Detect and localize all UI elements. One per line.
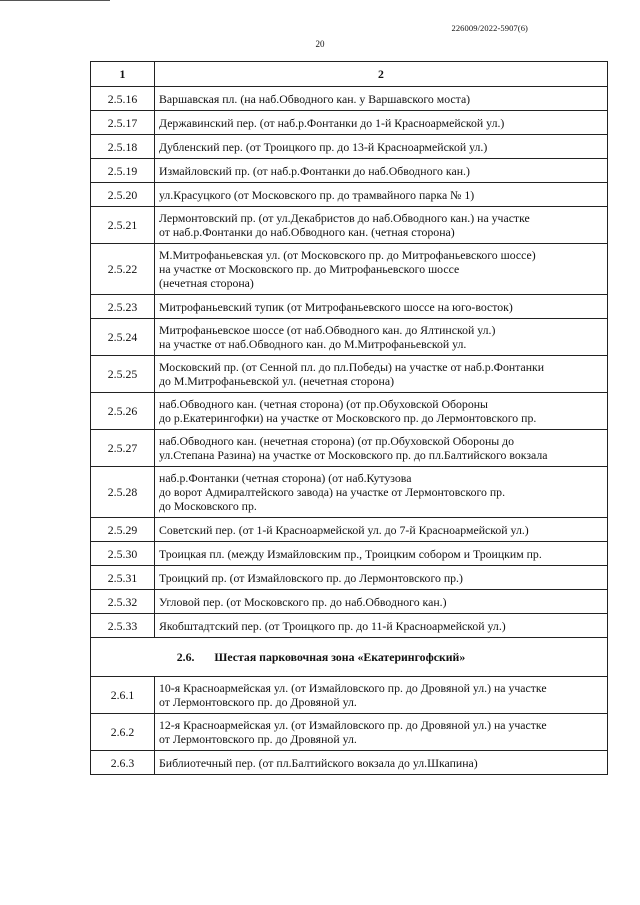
table-header-row — [91, 62, 608, 87]
table-row — [91, 295, 608, 319]
row-code: 2.5.24 — [91, 319, 155, 356]
row-code: 2.5.26 — [91, 393, 155, 430]
table-row — [91, 467, 608, 518]
row-code: 2.5.20 — [91, 183, 155, 207]
row-code: 2.5.23 — [91, 295, 155, 319]
table-row — [91, 566, 608, 590]
zone-number: 2.6. — [176, 650, 195, 664]
table-row — [91, 111, 608, 135]
row-text: наб.Обводного кан. (четная сторона) (от пр.Обуховской Обороны до р.Екатерингофки) на участке от Московского пр. до Лермонтовского пр. — [155, 393, 608, 430]
row-text: Лермонтовский пр. (от ул.Декабристов до наб.Обводного кан.) на участке от наб.р.Фонтанки до наб.Обводного кан. (четная сторона) — [155, 207, 608, 244]
row-text: Московский пр. (от Сенной пл. до пл.Победы) на участке от наб.р.Фонтанки до М.Митрофаньевской ул. (нечетная сторона) — [155, 356, 608, 393]
row-code: 2.6.1 — [91, 677, 155, 714]
table-row — [91, 183, 608, 207]
table-row — [91, 542, 608, 566]
row-text: Советский пер. (от 1-й Красноармейской ул. до 7-й Красноармейской ул.) — [155, 518, 608, 542]
table-row — [91, 518, 608, 542]
row-text: ул.Красуцкого (от Московского пр. до трамвайного парка № 1) — [155, 183, 608, 207]
table-row — [91, 207, 608, 244]
row-text: наб.р.Фонтанки (четная сторона) (от наб.Кутузова до ворот Адмиралтейского завода) на участке от Лермонтовского пр. до Московского пр. — [155, 467, 608, 518]
page-number: 20 — [315, 39, 325, 49]
row-code: 2.5.32 — [91, 590, 155, 614]
column-header-1: 1 — [91, 62, 155, 87]
row-code: 2.5.29 — [91, 518, 155, 542]
table-row — [91, 677, 608, 714]
row-code: 2.5.31 — [91, 566, 155, 590]
row-text: Державинский пер. (от наб.р.Фонтанки до 1-й Красноармейской ул.) — [155, 111, 608, 135]
row-code: 2.5.30 — [91, 542, 155, 566]
row-code: 2.5.25 — [91, 356, 155, 393]
row-text: Библиотечный пер. (от пл.Балтийского вокзала до ул.Шкапина) — [155, 751, 608, 775]
row-code: 2.5.33 — [91, 614, 155, 638]
column-header-2: 2 — [155, 62, 608, 87]
row-code: 2.5.28 — [91, 467, 155, 518]
row-code: 2.5.27 — [91, 430, 155, 467]
table-row — [91, 135, 608, 159]
row-code: 2.6.3 — [91, 751, 155, 775]
table-row — [91, 356, 608, 393]
table-row — [91, 614, 608, 638]
row-text: Измайловский пр. (от наб.р.Фонтанки до наб.Обводного кан.) — [155, 159, 608, 183]
table-row — [91, 87, 608, 111]
table-row — [91, 393, 608, 430]
row-text: Троицкий пр. (от Измайловского пр. до Лермонтовского пр.) — [155, 566, 608, 590]
street-registry-table — [90, 61, 608, 775]
row-code: 2.5.19 — [91, 159, 155, 183]
row-code: 2.5.21 — [91, 207, 155, 244]
table-row — [91, 244, 608, 295]
table-row — [91, 590, 608, 614]
row-text: Якобштадтский пер. (от Троицкого пр. до 11-й Красноармейской ул.) — [155, 614, 608, 638]
row-code: 2.5.16 — [91, 87, 155, 111]
row-text: 10-я Красноармейская ул. (от Измайловского пр. до Дровяной ул.) на участке от Лермонтовского пр. до Дровяной ул. — [155, 677, 608, 714]
row-code: 2.6.2 — [91, 714, 155, 751]
document-number: 226009/2022-5907(6) — [451, 23, 528, 33]
zone-heading-row — [91, 638, 608, 677]
row-text: Троицкая пл. (между Измайловским пр., Троицким собором и Троицким пр. — [155, 542, 608, 566]
row-code: 2.5.18 — [91, 135, 155, 159]
zone-heading — [91, 638, 608, 677]
row-text: Митрофаньевское шоссе (от наб.Обводного кан. до Ялтинской ул.) на участке от наб.Обводного кан. до М.Митрофаньевской ул. — [155, 319, 608, 356]
table-row — [91, 751, 608, 775]
table-row — [91, 430, 608, 467]
table-row — [91, 159, 608, 183]
top-rule — [0, 0, 110, 1]
row-text: Дубленский пер. (от Троицкого пр. до 13-й Красноармейской ул.) — [155, 135, 608, 159]
row-text: наб.Обводного кан. (нечетная сторона) (от пр.Обуховской Обороны до ул.Степана Разина) на участке от Московского пр. до пл.Балтийского вокзала — [155, 430, 608, 467]
row-code: 2.5.22 — [91, 244, 155, 295]
row-text: Митрофаньевский тупик (от Митрофаньевского шоссе на юго-восток) — [155, 295, 608, 319]
row-code: 2.5.17 — [91, 111, 155, 135]
zone-title: Шестая парковочная зона «Екатерингофский» — [214, 650, 466, 664]
table-row — [91, 714, 608, 751]
row-text: Варшавская пл. (на наб.Обводного кан. у Варшавского моста) — [155, 87, 608, 111]
table-row — [91, 319, 608, 356]
row-text: Угловой пер. (от Московского пр. до наб.Обводного кан.) — [155, 590, 608, 614]
row-text: 12-я Красноармейская ул. (от Измайловского пр. до Дровяной ул.) на участке от Лермонтовского пр. до Дровяной ул. — [155, 714, 608, 751]
row-text: М.Митрофаньевская ул. (от Московского пр. до Митрофаньевского шоссе) на участке от Московского пр. до Митрофаньевского шоссе (нечетная сторона) — [155, 244, 608, 295]
